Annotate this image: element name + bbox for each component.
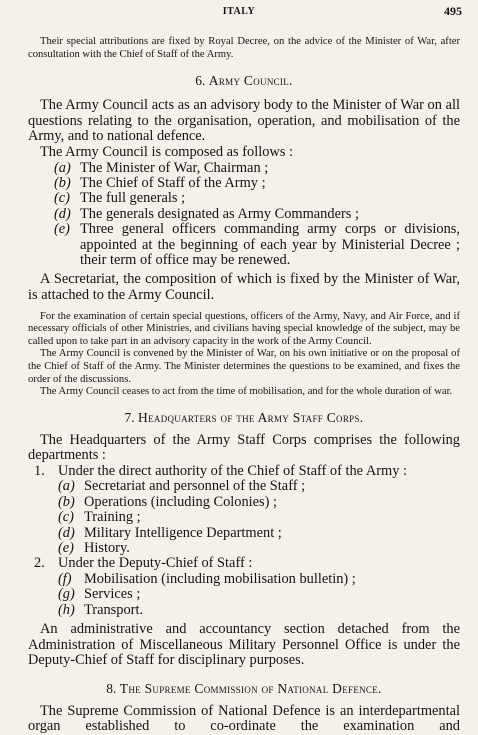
group-heading: Under the Deputy-Chief of Staff :	[58, 555, 253, 572]
list-item-text: Secretariat and personnel of the Staff ;	[84, 478, 306, 495]
list-item	[58, 479, 460, 494]
list-marker: (d)	[58, 524, 75, 541]
list-item-text: Operations (including Colonies) ;	[84, 493, 278, 510]
list-marker: (d)	[54, 205, 71, 222]
section-8-title: The Supreme Commission of National Defence.	[119, 680, 382, 696]
list-item	[28, 191, 460, 206]
list-item	[58, 495, 460, 510]
department-group-2	[28, 556, 460, 618]
list-item-text: History.	[84, 539, 130, 556]
section-7-number: 7.	[124, 409, 135, 425]
section-6-note-2: The Army Council is convened by the Minister of War, on his own initiative or on the proposal of the Chief of Staff of the Army. The Minister determines the questions to be examined, and fixes the order of the discussions.	[28, 348, 460, 385]
section-6-paragraph-1: The Army Council acts as an advisory body to the Minister of War on all questions relating to the organisation, operation, and mobilisation of the Army, and to national defence.	[28, 97, 460, 145]
list-marker: (a)	[58, 478, 75, 495]
section-7-heading	[28, 410, 460, 426]
list-marker: (b)	[54, 174, 71, 191]
section-6-title: Army Council.	[208, 73, 293, 89]
list-marker: (b)	[58, 493, 75, 510]
section-6-note-3: The Army Council ceases to act from the time of mobilisation, and for the whole duration of war.	[40, 386, 453, 398]
list-marker: (a)	[54, 159, 71, 176]
list-marker: (e)	[54, 221, 70, 238]
list-marker: (c)	[54, 190, 70, 207]
group-marker: 1.	[34, 462, 45, 479]
list-item	[58, 572, 460, 587]
section-8-paragraph-1: The Supreme Commission of National Defence is an interdepartmental organ established to co-ordinate the examination and	[28, 702, 460, 735]
list-item	[28, 222, 460, 268]
list-marker: (h)	[58, 601, 75, 618]
list-item	[28, 207, 460, 222]
list-marker: (f)	[58, 570, 72, 587]
section-6-paragraph-2: The Army Council is composed as follows :	[40, 143, 294, 160]
section-6-heading	[28, 73, 460, 89]
list-item-text: The full generals ;	[80, 190, 186, 207]
page-content	[28, 36, 460, 735]
group-2-items	[58, 572, 460, 618]
list-item	[58, 587, 460, 602]
section-6-note-1: For the examination of certain special questions, officers of the Army, Navy, and Air Force, and if necessary officials of other Ministries, and civilians having special knowledge of the subject, may be called upon to take part in an advisory capacity in the work of the Army Council.	[28, 310, 460, 347]
list-item-text: The Chief of Staff of the Army ;	[80, 174, 266, 191]
section-7-title: Headquarters of the Army Staff Corps.	[138, 409, 364, 425]
list-item-text: Military Intelligence Department ;	[84, 524, 282, 541]
list-item-text: Transport.	[84, 601, 144, 618]
list-item	[58, 510, 460, 525]
section-7-outro: An administrative and accountancy section detached from the Administration of Miscellaneous Military Personnel Office is under the Deputy-Chief of Staff for disciplinary purposes.	[28, 621, 460, 669]
section-7-intro: The Headquarters of the Army Staff Corps comprises the following departments :	[28, 431, 460, 464]
group-1-items	[58, 479, 460, 556]
list-item-text: Training ;	[84, 509, 141, 526]
list-item	[28, 161, 460, 176]
list-item-text: Three general officers commanding army corps or divisions, appointed at the beginning of each year by Ministerial Decree ; their term of office may be renewed.	[80, 221, 460, 268]
section-6-number: 6.	[195, 73, 206, 89]
continued-paragraph: Their special attributions are fixed by Royal Decree, on the advice of the Minister of War, after consultation with the Chief of Staff of the Army.	[28, 36, 460, 60]
section-8-number: 8.	[106, 680, 117, 696]
list-marker: (c)	[58, 509, 74, 526]
list-item	[28, 176, 460, 191]
list-item	[58, 541, 460, 556]
army-council-members-list	[28, 161, 460, 269]
group-heading: Under the direct authority of the Chief of Staff of the Army :	[58, 462, 408, 479]
departments-list	[28, 464, 460, 618]
department-group-1	[28, 464, 460, 556]
list-item-text: The generals designated as Army Commanders ;	[80, 205, 359, 222]
list-marker: (e)	[58, 539, 74, 556]
list-item	[58, 603, 460, 618]
section-6-paragraph-3: A Secretariat, the composition of which is fixed by the Minister of War, is attached to the Army Council.	[28, 271, 460, 303]
group-marker: 2.	[34, 555, 45, 572]
section-8-heading	[28, 681, 460, 697]
running-title: ITALY	[222, 6, 256, 17]
list-item-text: Services ;	[84, 586, 141, 603]
list-item	[58, 526, 460, 541]
list-marker: (g)	[58, 586, 75, 603]
list-item-text: The Minister of War, Chairman ;	[80, 159, 269, 176]
page-number: 495	[444, 4, 462, 18]
list-item-text: Mobilisation (including mobilisation bulletin) ;	[84, 570, 356, 587]
